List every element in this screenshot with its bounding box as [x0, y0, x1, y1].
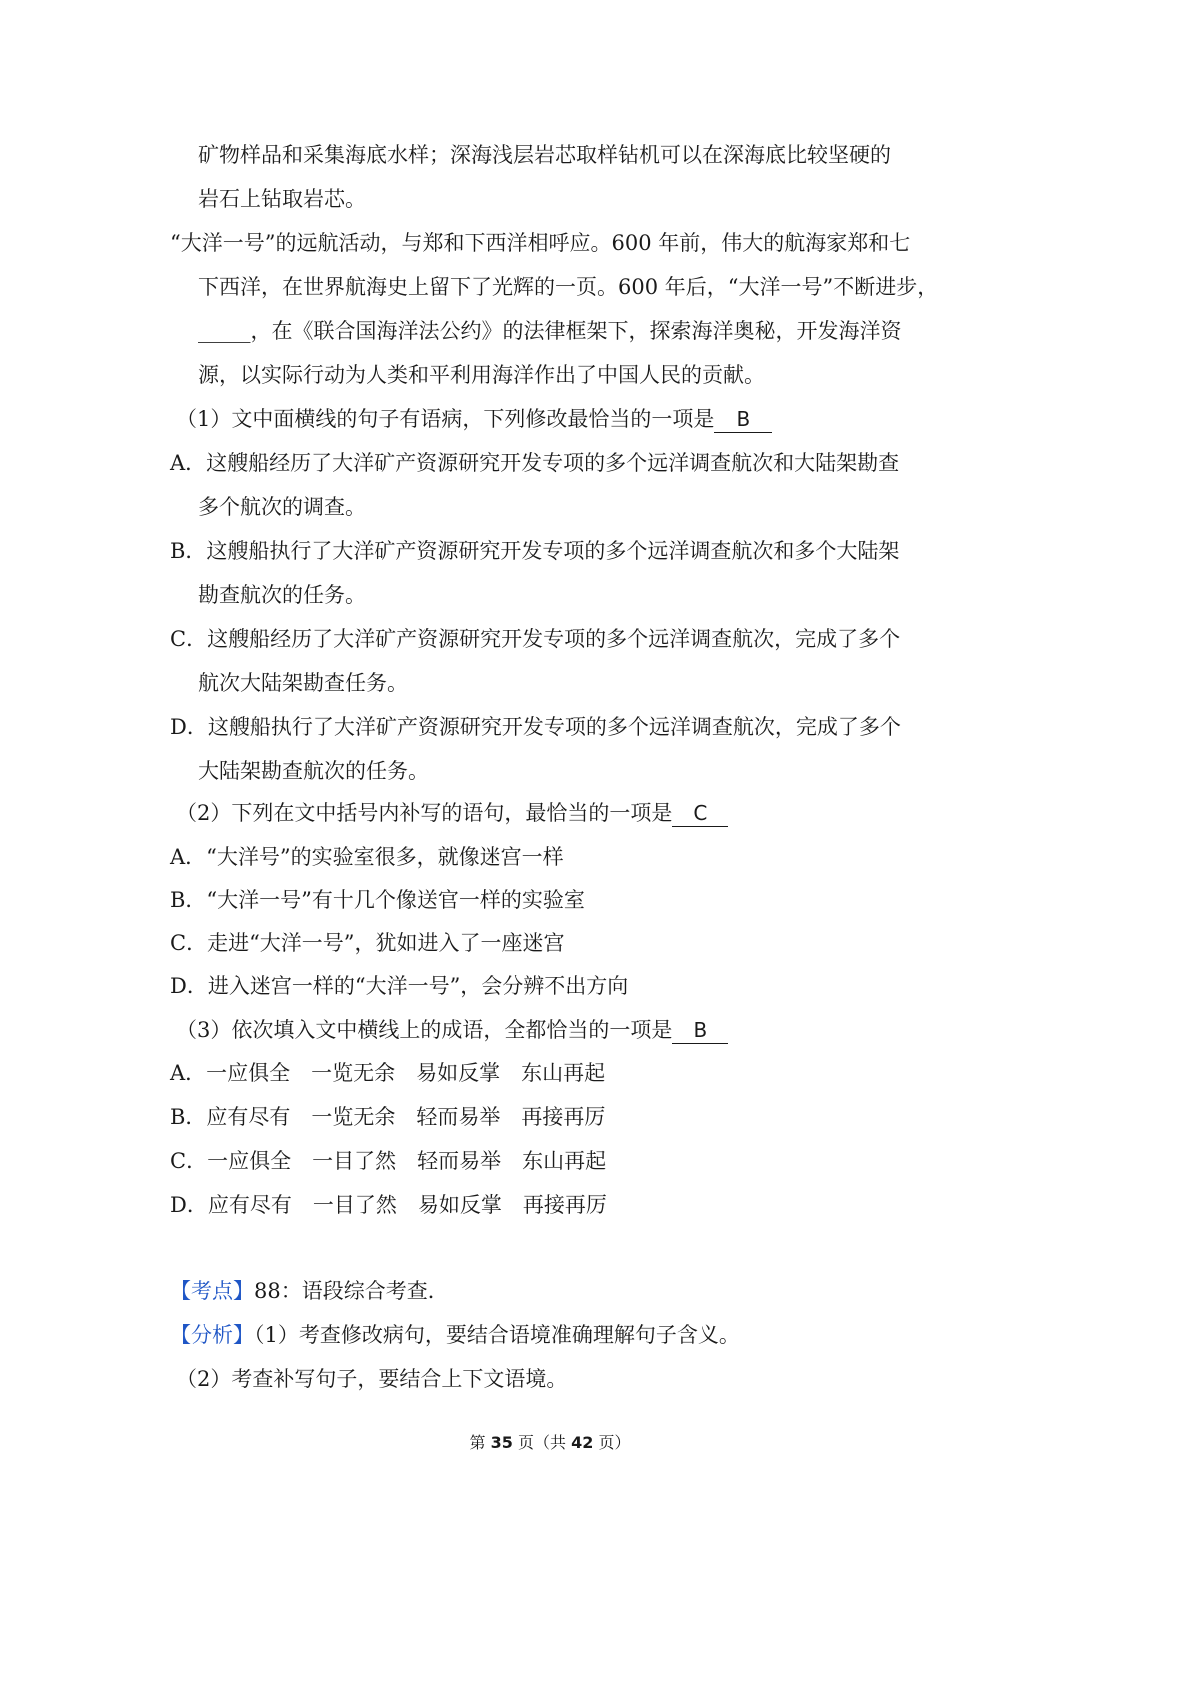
option-b: B．“大洋一号”有十几个像送官一样的实验室 — [170, 888, 585, 912]
answer-blank: C — [672, 800, 728, 827]
passage-line: 矿物样品和采集海底水样；深海浅层岩芯取样钻机可以在深海底比较坚硬的 — [198, 143, 891, 167]
page-number: 35 — [490, 1433, 513, 1452]
footer-prefix: 第 — [469, 1433, 491, 1452]
option-c: C．这艘船经历了大洋矿产资源研究开发专项的多个远洋调查航次，完成了多个 — [170, 627, 901, 651]
answer-blank: B — [714, 406, 772, 433]
option-c-cont: 航次大陆架勘查任务。 — [198, 671, 408, 695]
option-c: C．走进“大洋一号”，犹如进入了一座迷宫 — [170, 931, 565, 955]
passage-line-text: ，在《联合国海洋法公约》的法律框架下，探索海洋奥秘，开发海洋资 — [250, 319, 902, 343]
option-a-cont: 多个航次的调查。 — [198, 495, 366, 519]
passage-blank: _____ — [198, 319, 251, 343]
passage-line: 源，以实际行动为人类和平利用海洋作出了中国人民的贡献。 — [198, 363, 765, 387]
question-1-stem — [176, 404, 772, 434]
option-a: A．一应俱全 一览无余 易如反掌 东山再起 — [170, 1061, 606, 1085]
fenxi-text: （1）考查修改病句，要结合语境准确理解句子含义。 — [254, 1323, 740, 1347]
option-c: C．一应俱全 一目了然 轻而易举 东山再起 — [170, 1149, 607, 1173]
kaodian-tag: 【考点】 — [170, 1279, 254, 1303]
question-stem-text: （1）文中面横线的句子有语病，下列修改最恰当的一项是 — [176, 407, 715, 431]
option-d: D．应有尽有 一目了然 易如反掌 再接再厉 — [170, 1193, 607, 1217]
option-a: A．“大洋号”的实验室很多，就像迷宫一样 — [170, 845, 564, 869]
footer-suffix: 页） — [593, 1433, 631, 1452]
option-d: D．这艘船执行了大洋矿产资源研究开发专项的多个远洋调查航次，完成了多个 — [170, 715, 901, 739]
option-b: B．这艘船执行了大洋矿产资源研究开发专项的多个远洋调查航次和多个大陆架 — [170, 539, 900, 563]
answer-blank: B — [672, 1017, 728, 1044]
question-2-stem — [176, 798, 728, 828]
option-b-cont: 勘查航次的任务。 — [198, 583, 366, 607]
page-total: 42 — [571, 1433, 594, 1452]
kaodian-line — [170, 1276, 449, 1306]
passage-line: 下西洋，在世界航海史上留下了光辉的一页。600 年后，“大洋一号”不断进步， — [198, 275, 939, 299]
passage-line — [198, 316, 902, 346]
question-3-stem — [176, 1015, 728, 1045]
analysis-line: （2）考查补写句子，要结合上下文语境。 — [176, 1367, 568, 1391]
option-a: A．这艘船经历了大洋矿产资源研究开发专项的多个远洋调查航次和大陆架勘查 — [170, 451, 900, 475]
option-b: B．应有尽有 一览无余 轻而易举 再接再厉 — [170, 1105, 606, 1129]
question-stem-text: （2）下列在文中括号内补写的语句，最恰当的一项是 — [176, 801, 673, 825]
kaodian-text: 88：语段综合考查． — [254, 1279, 449, 1303]
footer-middle: 页（共 — [512, 1433, 572, 1452]
fenxi-line — [170, 1320, 740, 1350]
passage-line: 岩石上钻取岩芯。 — [198, 187, 366, 211]
option-d: D．进入迷宫一样的“大洋一号”，会分辨不出方向 — [170, 974, 629, 998]
page-footer — [0, 1432, 1100, 1454]
fenxi-tag: 【分析】 — [170, 1323, 254, 1347]
option-d-cont: 大陆架勘查航次的任务。 — [198, 759, 429, 783]
passage-line: “大洋一号”的远航活动，与郑和下西洋相呼应。600 年前，伟大的航海家郑和七 — [170, 231, 911, 255]
question-stem-text: （3）依次填入文中横线上的成语，全都恰当的一项是 — [176, 1018, 673, 1042]
